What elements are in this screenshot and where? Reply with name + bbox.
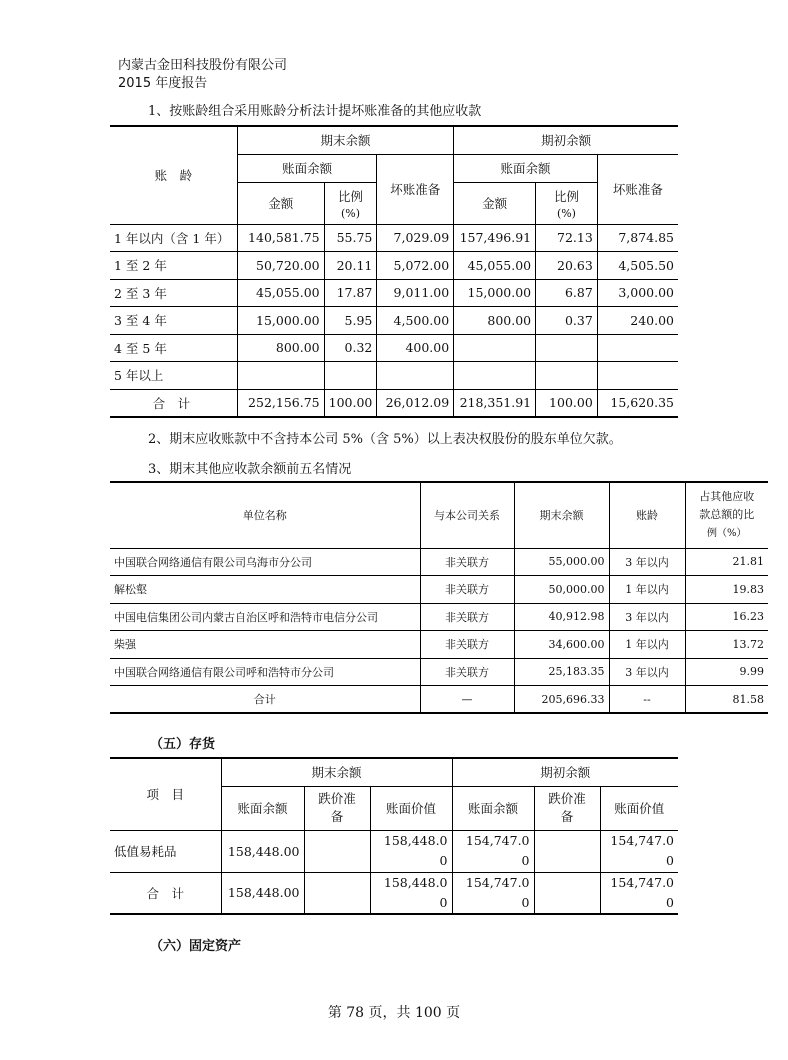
- value-part: 158,448.0: [383, 874, 448, 890]
- drop-line-2: 备: [560, 809, 574, 824]
- cell-value: 100.00: [324, 389, 377, 417]
- table-row: [110, 686, 768, 714]
- cell-value: 1 年以内: [609, 631, 685, 659]
- cell-value: [377, 362, 454, 390]
- cell-value: 21.81: [685, 548, 768, 576]
- cell-value: 50,720.00: [237, 252, 324, 280]
- value: 158,448.00: [227, 843, 300, 859]
- begin-drop-cell: [534, 872, 600, 914]
- item-name: 合 计: [146, 885, 184, 901]
- cell-value: 55,000.00: [514, 548, 609, 576]
- end-value-cell: [370, 830, 452, 872]
- table-row: [110, 334, 678, 362]
- unit-name: 柴强: [110, 631, 420, 659]
- table-row: [110, 830, 678, 872]
- header-book-balance: 账面余额: [454, 154, 598, 182]
- unit-name: 中国电信集团公司内蒙古自治区呼和浩特市电信分公司: [110, 603, 420, 631]
- value-part: 0: [521, 894, 530, 910]
- cell-value: 240.00: [597, 307, 678, 335]
- cell-value: 7,874.85: [597, 224, 678, 252]
- item-cell: [110, 830, 221, 872]
- cell-value: 0.37: [536, 307, 598, 335]
- value: 158,448.00: [227, 885, 300, 901]
- header-percent: [685, 482, 768, 548]
- page-footer: 第 78 页，共 100 页: [327, 1005, 461, 1021]
- end-book-cell: [221, 872, 304, 914]
- unit-name: 合计: [110, 686, 420, 714]
- cell-value: 15,620.35: [597, 389, 678, 417]
- cell-value: 17.87: [324, 279, 377, 307]
- cell-value: 9,011.00: [377, 279, 454, 307]
- cell-value: 非关联方: [420, 631, 514, 659]
- unit-name: 解松壑: [110, 576, 420, 604]
- unit-name: 中国联合网络通信有限公司乌海市分公司: [110, 548, 420, 576]
- company-name: 内蒙古金田科技股份有限公司: [118, 58, 288, 73]
- drop-line-1: 跌价准: [548, 791, 586, 806]
- item-cell: [110, 872, 221, 914]
- row-label: 合 计: [110, 389, 237, 417]
- unit-name: 中国联合网络通信有限公司呼和浩特市分公司: [110, 658, 420, 686]
- cell-value: [597, 334, 678, 362]
- cell-value: 800.00: [454, 307, 536, 335]
- value-part: 154,747.0: [610, 833, 674, 848]
- pct-line-3: 例（%）: [706, 527, 747, 539]
- cell-value: 72.13: [536, 224, 598, 252]
- table-row: [110, 362, 678, 390]
- section3-title: 3、期末其他应收款余额前五名情况: [148, 462, 352, 477]
- cell-value: 3,000.00: [597, 279, 678, 307]
- cell-value: 100.00: [536, 389, 598, 417]
- header-unit-name: 单位名称: [110, 482, 420, 548]
- pct-label: (%): [340, 206, 361, 220]
- header-bad-debt: 坏账准备: [597, 154, 678, 224]
- cell-value: 5,072.00: [377, 252, 454, 280]
- cell-value: 非关联方: [420, 548, 514, 576]
- end-book-cell: [221, 830, 304, 872]
- cell-value: 140,581.75: [237, 224, 324, 252]
- cell-value: [454, 334, 536, 362]
- begin-book-cell: [452, 872, 534, 914]
- cell-value: 9.99: [685, 658, 768, 686]
- header-item: 项 目: [110, 758, 221, 830]
- header-book-balance: 账面余额: [237, 154, 377, 182]
- cell-value: 40,912.98: [514, 603, 609, 631]
- value-part: 154,747.0: [465, 874, 530, 890]
- cell-value: 非关联方: [420, 603, 514, 631]
- cell-value: 400.00: [377, 334, 454, 362]
- table-row: [110, 576, 768, 604]
- table-row: [110, 603, 768, 631]
- cell-value: 252,156.75: [237, 389, 324, 417]
- cell-value: 45,055.00: [454, 252, 536, 280]
- table-row: [110, 224, 678, 252]
- header-book-value: 账面价值: [600, 786, 678, 830]
- cell-value: 50,000.00: [514, 576, 609, 604]
- cell-value: 3 年以内: [609, 658, 685, 686]
- item-name: 低值易耗品: [114, 844, 177, 859]
- cell-value: 218,351.91: [454, 389, 536, 417]
- cell-value: [454, 362, 536, 390]
- cell-value: 非关联方: [420, 658, 514, 686]
- cell-value: 4,500.00: [377, 307, 454, 335]
- cell-value: 4,505.50: [597, 252, 678, 280]
- cell-value: 800.00: [237, 334, 324, 362]
- cell-value: 15,000.00: [237, 307, 324, 335]
- header-begin-balance: 期初余额: [454, 126, 678, 154]
- cell-value: 157,496.91: [454, 224, 536, 252]
- drop-line-2: 备: [330, 809, 344, 824]
- value-part: 0: [521, 853, 530, 868]
- header-book-balance: 账面余额: [452, 786, 534, 830]
- section5-title: （五）存货: [150, 737, 216, 752]
- header-ratio: [536, 182, 598, 224]
- ratio-label: 比例: [553, 188, 579, 204]
- table-row: [110, 389, 678, 417]
- cell-value: 205,696.33: [514, 686, 609, 714]
- cell-value: 81.58: [685, 686, 768, 714]
- header-ratio: [324, 182, 377, 224]
- top5-table: [110, 481, 768, 714]
- header-impairment: [304, 786, 370, 830]
- header-amount: 金额: [237, 182, 324, 224]
- ratio-label: 比例: [337, 188, 363, 204]
- cell-value: 19.83: [685, 576, 768, 604]
- table-row: [110, 279, 678, 307]
- table-row: [110, 307, 678, 335]
- cell-value: [237, 362, 324, 390]
- value-part: 158,448.0: [383, 833, 448, 848]
- section2-text: 2、期末应收账款中不含持本公司 5%（含 5%）以上表决权股份的股东单位欠款。: [148, 432, 622, 447]
- cell-value: [536, 334, 598, 362]
- cell-value: [324, 362, 377, 390]
- cell-value: 6.87: [536, 279, 598, 307]
- row-label: 1 至 2 年: [110, 252, 237, 280]
- table-row: [110, 252, 678, 280]
- header-impairment: [534, 786, 600, 830]
- header-begin-balance: 期初余额: [452, 758, 678, 786]
- begin-drop-cell: [534, 830, 600, 872]
- table-row: [110, 631, 768, 659]
- pct-line-1: 占其他应收: [699, 489, 755, 503]
- cell-value: 25,183.35: [514, 658, 609, 686]
- header-end-balance: 期末余额: [237, 126, 453, 154]
- cell-value: —: [420, 686, 514, 714]
- header-bad-debt: 坏账准备: [377, 154, 454, 224]
- pct-label: (%): [556, 206, 576, 220]
- header-end-balance: 期末余额: [514, 482, 609, 548]
- value-part: 0: [439, 894, 448, 910]
- header-book-balance: 账面余额: [221, 786, 304, 830]
- cell-value: 34,600.00: [514, 631, 609, 659]
- cell-value: 15,000.00: [454, 279, 536, 307]
- begin-value-cell: [600, 872, 678, 914]
- begin-book-cell: [452, 830, 534, 872]
- table-row: [110, 658, 768, 686]
- header-relation: 与本公司关系: [420, 482, 514, 548]
- cell-value: 13.72: [685, 631, 768, 659]
- row-label: 5 年以上: [110, 362, 237, 390]
- value-part: 154,747.0: [465, 833, 530, 848]
- row-label: 3 至 4 年: [110, 307, 237, 335]
- cell-value: 20.11: [324, 252, 377, 280]
- inventory-table: [110, 757, 678, 915]
- cell-value: 3 年以内: [609, 603, 685, 631]
- cell-value: --: [609, 686, 685, 714]
- table-row: [110, 548, 768, 576]
- cell-value: 5.95: [324, 307, 377, 335]
- end-value-cell: [370, 872, 452, 914]
- cell-value: 0.32: [324, 334, 377, 362]
- cell-value: 1 年以内: [609, 576, 685, 604]
- pct-line-2: 款总额的比: [699, 507, 755, 521]
- value-part: 0: [666, 894, 674, 910]
- section6-title: （六）固定资产: [150, 939, 242, 954]
- drop-line-1: 跌价准: [318, 791, 356, 806]
- end-drop-cell: [304, 830, 370, 872]
- header-aging: 账 龄: [110, 126, 237, 224]
- header-amount: 金额: [454, 182, 536, 224]
- header-end-balance: 期末余额: [221, 758, 452, 786]
- table-row: [110, 872, 678, 914]
- cell-value: [536, 362, 598, 390]
- begin-value-cell: [600, 830, 678, 872]
- cell-value: 非关联方: [420, 576, 514, 604]
- value-part: 154,747.0: [610, 874, 674, 890]
- cell-value: 16.23: [685, 603, 768, 631]
- cell-value: 55.75: [324, 224, 377, 252]
- end-drop-cell: [304, 872, 370, 914]
- aging-table: [110, 125, 678, 418]
- row-label: 1 年以内（含 1 年）: [110, 224, 237, 252]
- row-label: 4 至 5 年: [110, 334, 237, 362]
- cell-value: 7,029.09: [377, 224, 454, 252]
- value-part: 0: [439, 853, 448, 868]
- cell-value: [597, 362, 678, 390]
- row-label: 2 至 3 年: [110, 279, 237, 307]
- header-age: 账龄: [609, 482, 685, 548]
- cell-value: 3 年以内: [609, 548, 685, 576]
- cell-value: 20.63: [536, 252, 598, 280]
- cell-value: 26,012.09: [377, 389, 454, 417]
- cell-value: 45,055.00: [237, 279, 324, 307]
- value-part: 0: [666, 853, 674, 868]
- section1-title: 1、按账龄组合采用账龄分析法计提坏账准备的其他应收款: [148, 104, 482, 119]
- header-book-value: 账面价值: [370, 786, 452, 830]
- report-year: 2015 年度报告: [118, 76, 208, 91]
